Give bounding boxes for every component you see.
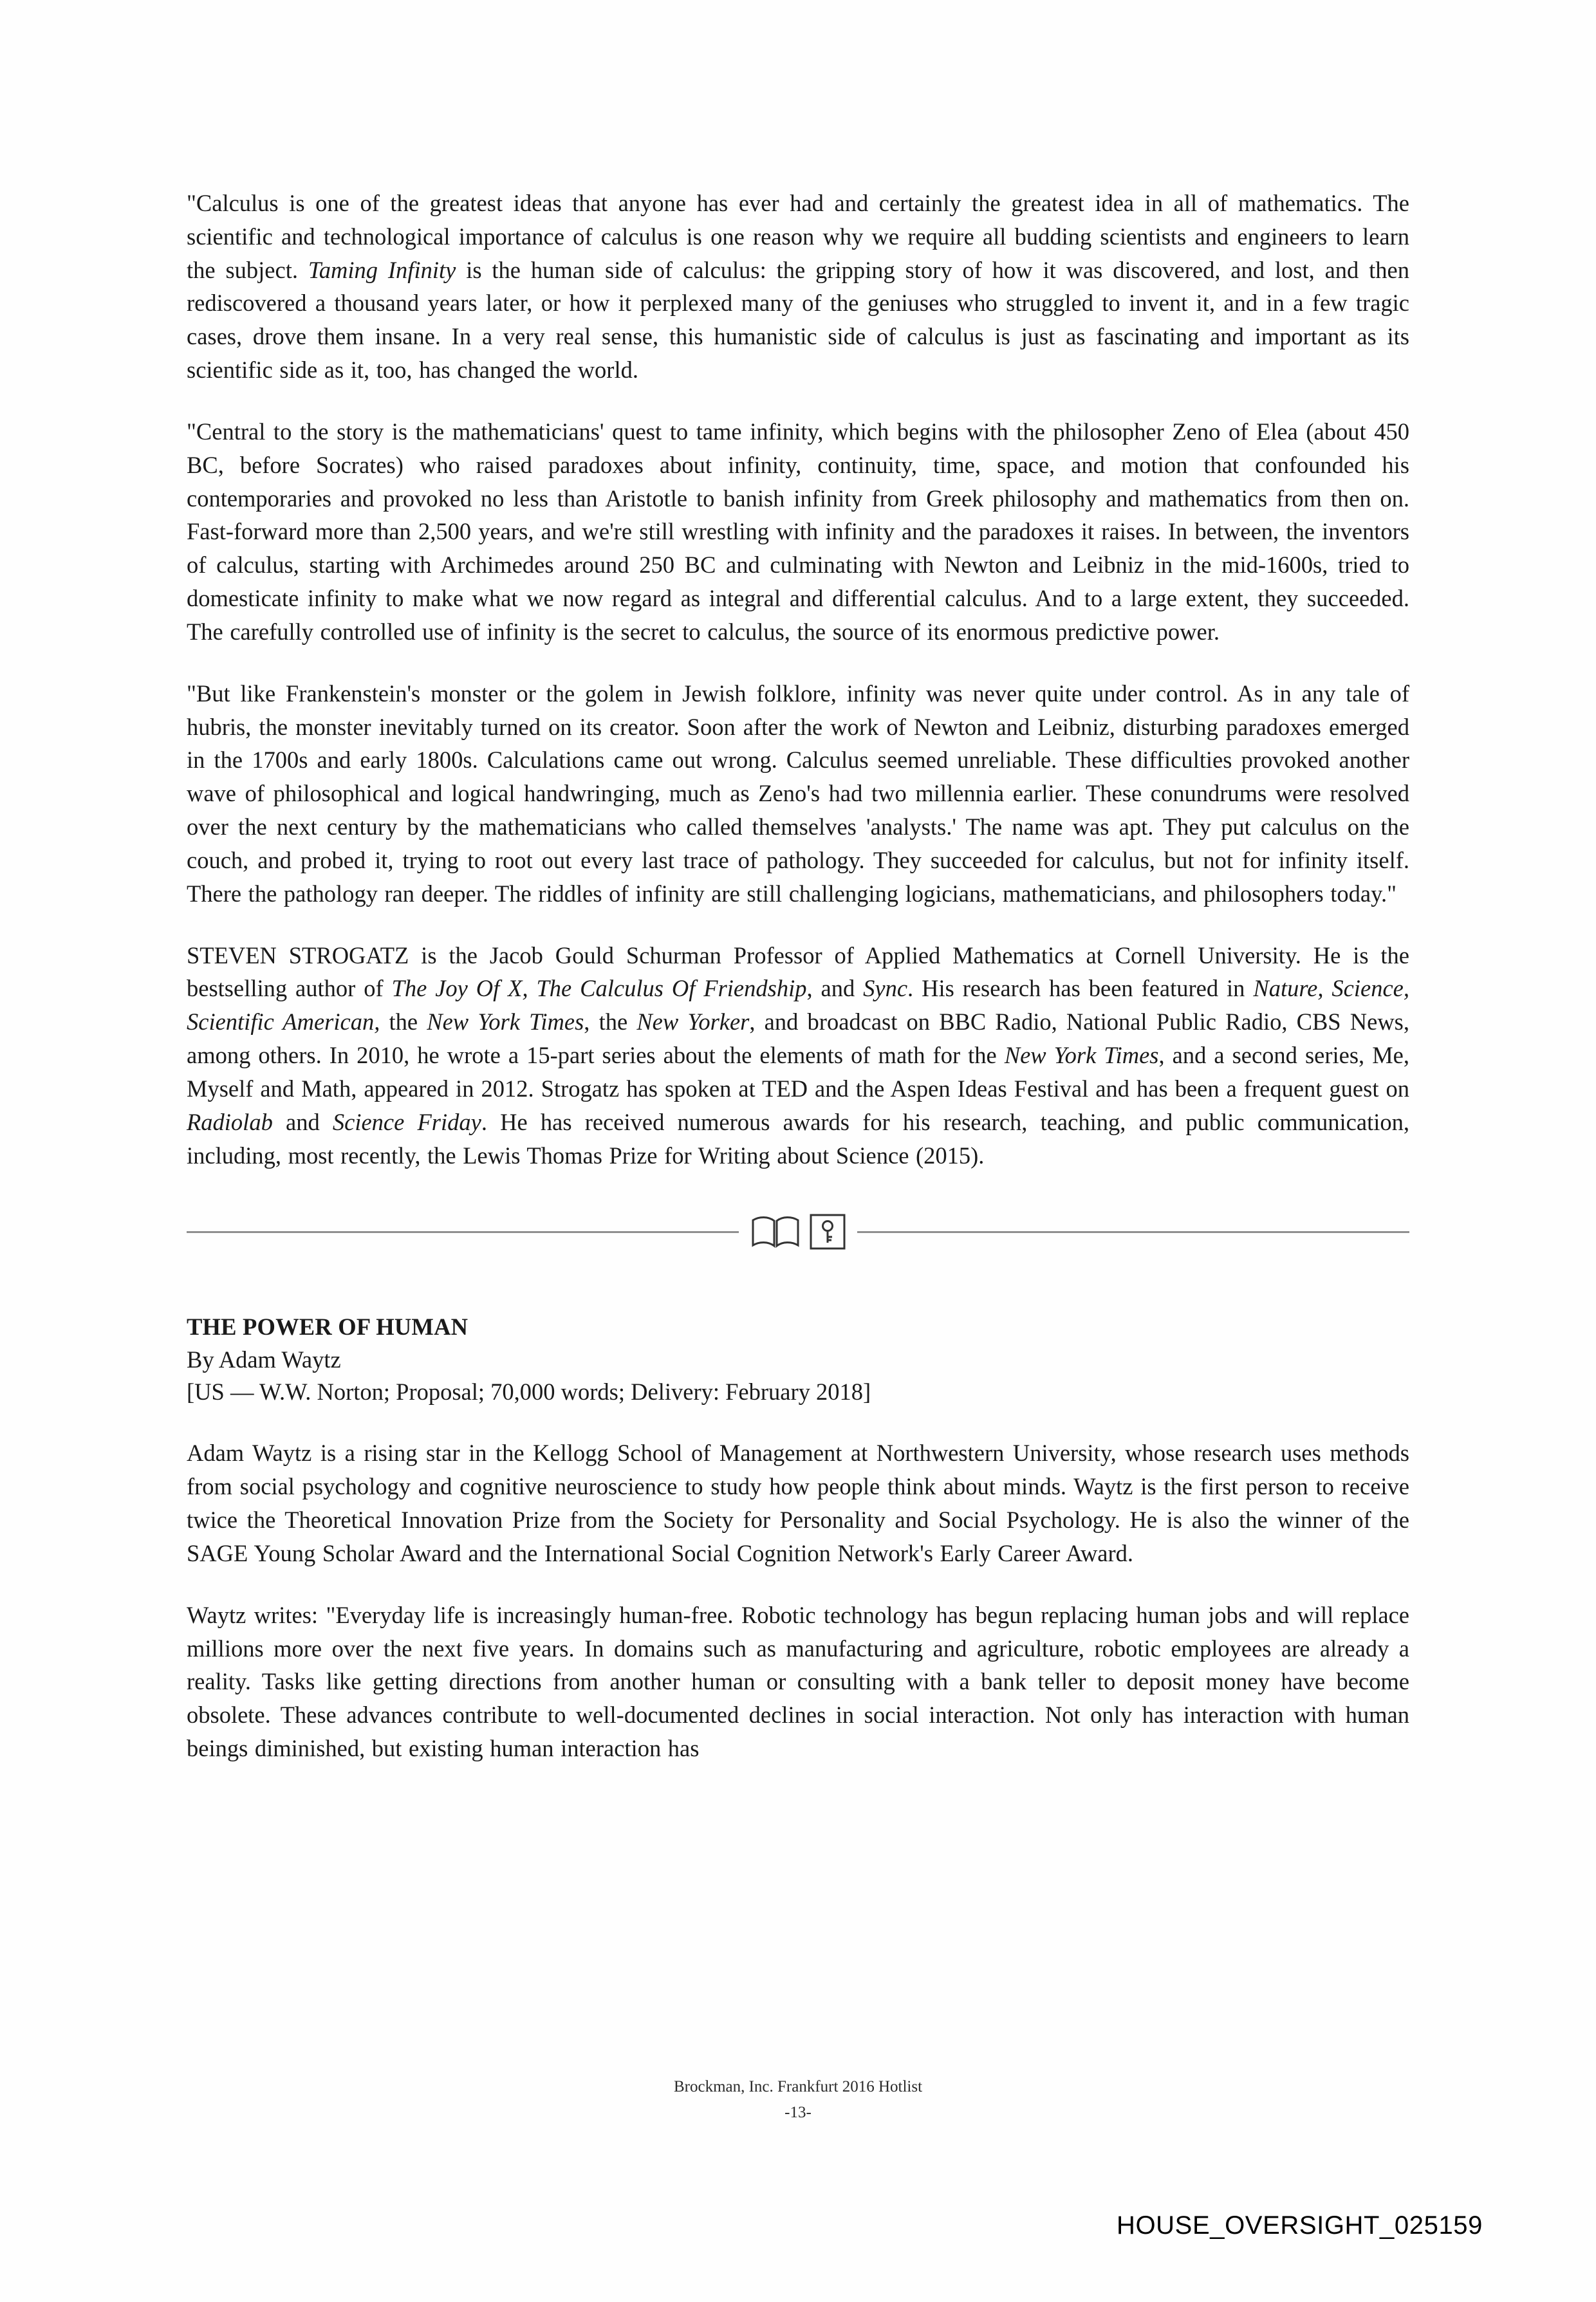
bio-mid-2: . His research has been featured in xyxy=(907,975,1254,1002)
paragraph-zeno-infinity: "Central to the story is the mathematicians' quest to tame infinity, which begins with the philosopher Zeno of Elea (about 450 BC, before Socrates) who raised paradoxes about infinity, continuity, time, space, and motion that confounded his contemporaries and provoked no less than Aristotle to banish infinity from Greek philosophy and mathematics from then on. Fast-forward more than 2,500 years, and we're still wrestling with infinity and the paradoxes it raises. In between, the inventors of calculus, starting with Archimedes around 250 BC and culminating with Newton and Leibniz in the mid-1600s, tried to domesticate infinity to make what we now regard as integral and differential calculus. And to a large extent, they succeeded. The carefully controlled use of infinity is the secret to calculus, the source of its enormous predictive power. xyxy=(187,418,1409,645)
document-body xyxy=(187,187,1409,1765)
spacer xyxy=(187,1408,1409,1436)
paragraph-frankenstein-analysts: "But like Frankenstein's monster or the golem in Jewish folklore, infinity was never quite under control. As in any tale of hubris, the monster inevitably turned on its creator. Soon after the work of Newton and Leibniz, disturbing paradoxes emerged in the 1700s and early 1800s. Calculations came out wrong. Calculus seemed unreliable. These difficulties provoked another wave of philosophical and logical handwringing, much as Zeno's had two millennia earlier. These conundrums were resolved over the next century by the mathematicians who called themselves 'analysts.' The name was apt. They put calculus on the couch, and probed it, trying to root out every last trace of pathology. They succeeded for calculus, but not for infinity itself. There the pathology ran deeper. The riddles of infinity are still challenging logicians, mathematicians, and philosophers today." xyxy=(187,680,1409,907)
bio-mid-5: , and broadcast on BBC Radio, National Public Radio, CBS News, among others. In 2010, he wrote a 15-part series about the elements of math for the xyxy=(187,1008,1410,1069)
bio-italic-4: New York Times xyxy=(427,1008,584,1035)
section-divider xyxy=(187,1203,1409,1261)
bates-stamp: HOUSE_OVERSIGHT_025159 xyxy=(1116,2211,1483,2240)
key-icon xyxy=(810,1214,846,1250)
bio-italic-2: Sync xyxy=(863,975,908,1002)
bio-italic-8: Science Friday xyxy=(332,1108,481,1135)
paragraph-author-bio xyxy=(187,939,1409,1173)
bio-mid-8: . He has received numerous awards for his research, teaching, and public communication, including, most recently, the Lewis Thomas Prize for Writing about Science (2015). xyxy=(187,1108,1409,1169)
bio-italic-5: New Yorker xyxy=(636,1008,750,1035)
section-byline: By Adam Waytz xyxy=(187,1346,341,1373)
bio-mid-3: the xyxy=(380,1008,427,1035)
book-title-taming-infinity: Taming Infinity xyxy=(308,256,456,283)
bio-italic-3: Nature, Science, Scientific American, xyxy=(187,975,1409,1035)
bio-mid-4: , the xyxy=(584,1008,637,1035)
paragraph-waytz-bio: Adam Waytz is a rising star in the Kellogg School of Management at Northwestern University, whose research uses methods from social psychology and cognitive neuroscience to study how people think about minds. Waytz is the first person to receive twice the Theoretical Innovation Prize from the Society for Personality and Social Psychology. He is also the winner of the SAGE Young Scholar Award and the International Social Cognition Network's Early Career Award. xyxy=(187,1440,1409,1566)
open-book-icon xyxy=(750,1214,801,1250)
page-footer xyxy=(0,2075,1596,2125)
bio-italic-6: New York Times xyxy=(1004,1042,1159,1069)
bio-mid-6: , and a second series, Me, Myself and Math, appeared in 2012. Strogatz has spoken at TED and the Aspen Ideas Festival and has been a frequent guest on xyxy=(187,1042,1409,1102)
paragraph-waytz-quote: Waytz writes: "Everyday life is increasingly human-free. Robotic technology has begun replacing human jobs and will replace millions more over the next five years. In domains such as manufacturing and agriculture, robotic employees are already a reality. Tasks like getting directions from another human or consulting with a bank teller to deposit money have become obsolete. These advances contribute to well-documented declines in social interaction. Not only has interaction with human beings diminished, but existing human interaction has xyxy=(187,1601,1409,1762)
bio-italic-1: The Joy Of X, The Calculus Of Friendship xyxy=(391,975,807,1002)
bio-prefix: STEVEN STROGATZ is the Jacob Gould Schurman Professor of Applied Mathematics at Cornell University. He is the bestselling author of xyxy=(187,942,1409,1002)
footer-page-number: -13- xyxy=(784,2104,812,2122)
section-details: [US — W.W. Norton; Proposal; 70,000 words; Delivery: February 2018] xyxy=(187,1378,871,1406)
paragraph-calculus-intro: "Calculus is one of the greatest ideas that anyone has ever had and certainly the greatest idea in all of mathematics. The scientific and technological importance of calculus is one reason why we require all budding scientists and engineers to learn the subject. Taming Infinity is the human side of calculus: the gripping story of how it was discovered, and lost, and then rediscovered a thousand years later, or how it perplexed many of the geniuses who struggled to invent it, and in a few tragic cases, drove them insane. In a very real sense, this humanistic side of calculus is just as fascinating and important as its scientific side as it, too, has changed the world. xyxy=(187,190,1410,384)
section-title: THE POWER OF HUMAN xyxy=(187,1313,469,1341)
divider-rule-left xyxy=(187,1231,739,1233)
bio-italic-7: Radiolab xyxy=(187,1108,273,1135)
footer-source: Brockman, Inc. Frankfurt 2016 Hotlist xyxy=(673,2078,923,2095)
bio-mid-7: and xyxy=(272,1108,333,1135)
divider-rule-right xyxy=(857,1231,1409,1233)
bio-mid-1: , and xyxy=(806,975,864,1002)
divider-icons xyxy=(739,1214,857,1250)
